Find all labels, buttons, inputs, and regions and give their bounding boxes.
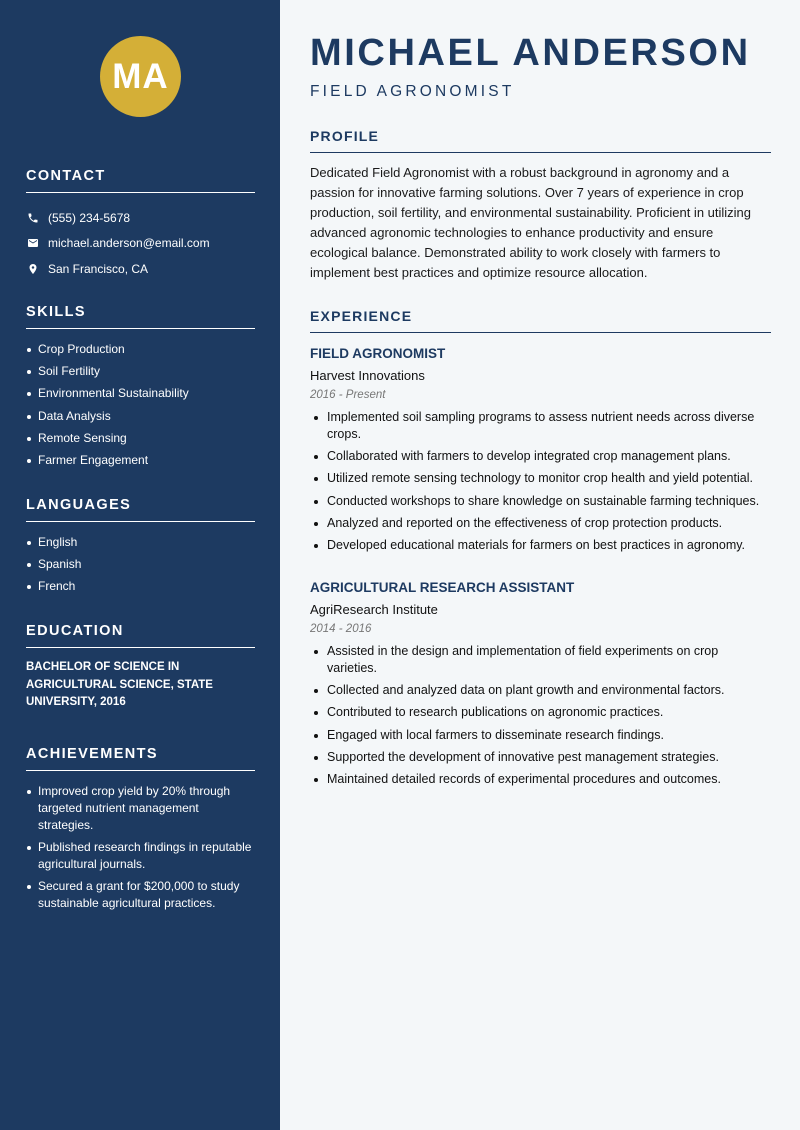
- achievements-list: [26, 783, 255, 912]
- languages-heading: LANGUAGES: [26, 497, 255, 522]
- list-item: Data Analysis: [26, 408, 255, 425]
- job-dates: 2016 - Present: [310, 389, 386, 401]
- job-entry: [310, 580, 771, 793]
- list-item: French: [26, 578, 255, 595]
- contact-phone: [26, 205, 255, 231]
- list-item: Conducted workshops to share knowledge on sustainable farming techniques.: [310, 493, 771, 510]
- experience-heading: EXPERIENCE: [310, 308, 771, 333]
- skills-section: [26, 304, 255, 474]
- job-title: AGRICULTURAL RESEARCH ASSISTANT: [310, 580, 575, 595]
- skills-heading: SKILLS: [26, 304, 255, 329]
- contact-section: [26, 168, 255, 282]
- education-heading: EDUCATION: [26, 623, 255, 648]
- email-icon: [26, 237, 39, 250]
- achievements-heading: ACHIEVEMENTS: [26, 746, 255, 771]
- education-entry: BACHELOR OF SCIENCE IN AGRICULTURAL SCIENCE, STATE UNIVERSITY, 2016: [26, 661, 213, 708]
- phone-icon: [26, 211, 39, 224]
- profile-heading: PROFILE: [310, 128, 771, 153]
- list-item: Utilized remote sensing technology to monitor crop health and yield potential.: [310, 470, 771, 487]
- list-item: Maintained detailed records of experimental procedures and outcomes.: [310, 771, 771, 788]
- job-company: Harvest Innovations: [310, 368, 425, 383]
- list-item: Published research findings in reputable agricultural journals.: [26, 839, 255, 873]
- location-text: San Francisco, CA: [48, 261, 149, 276]
- education-section: [26, 623, 255, 712]
- list-item: Engaged with local farmers to disseminate research findings.: [310, 727, 771, 744]
- list-item: Crop Production: [26, 341, 255, 358]
- list-item: Soil Fertility: [26, 363, 255, 380]
- list-item: Supported the development of innovative pest management strategies.: [310, 749, 771, 766]
- list-item: Collaborated with farmers to develop integrated crop management plans.: [310, 448, 771, 465]
- list-item: Secured a grant for $200,000 to study sustainable agricultural practices.: [26, 878, 255, 912]
- languages-list: [26, 534, 255, 595]
- job-dates: 2014 - 2016: [310, 623, 372, 635]
- list-item: Analyzed and reported on the effectiveness of crop protection products.: [310, 515, 771, 532]
- job-bullets: [310, 643, 771, 788]
- list-item: Improved crop yield by 20% through targeted nutrient management strategies.: [26, 783, 255, 834]
- list-item: Assisted in the design and implementation of field experiments on crop varieties.: [310, 643, 771, 677]
- skills-list: [26, 341, 255, 469]
- contact-location: [26, 256, 255, 282]
- profile-section: [310, 128, 771, 283]
- list-item: Environmental Sustainability: [26, 385, 255, 402]
- contact-email: [26, 231, 255, 257]
- job-title: FIELD AGRONOMIST: [310, 346, 446, 361]
- email-text: michael.anderson@email.com: [48, 236, 210, 251]
- job-entry: [310, 346, 771, 559]
- avatar: [100, 36, 181, 117]
- contact-list: [26, 205, 255, 282]
- achievements-section: [26, 746, 255, 918]
- languages-section: [26, 497, 255, 601]
- list-item: Spanish: [26, 556, 255, 573]
- job-company: AgriResearch Institute: [310, 602, 438, 617]
- list-item: Remote Sensing: [26, 430, 255, 447]
- candidate-name: MICHAEL ANDERSON: [310, 32, 751, 74]
- sidebar: [0, 0, 280, 1130]
- phone-text: (555) 234-5678: [48, 210, 131, 225]
- avatar-initials: MA: [112, 56, 169, 96]
- profile-text: Dedicated Field Agronomist with a robust background in agronomy and a passion for innovative farming solutions. Over 7 years of experience in crop production, soil fertility, and environmental sustainability. Proficient in utilizing advanced agronomic technologies to enhance productivity and ensure ecological balance. Demonstrated ability to work closely with farmers to implement best practices and optimize resource allocation.: [310, 165, 752, 280]
- contact-heading: CONTACT: [26, 168, 255, 193]
- candidate-role: FIELD AGRONOMIST: [310, 83, 515, 100]
- list-item: Collected and analyzed data on plant growth and environmental factors.: [310, 682, 771, 699]
- list-item: Contributed to research publications on agronomic practices.: [310, 704, 771, 721]
- list-item: Farmer Engagement: [26, 452, 255, 469]
- experience-section: [310, 308, 771, 333]
- list-item: Implemented soil sampling programs to assess nutrient needs across diverse crops.: [310, 409, 771, 443]
- job-bullets: [310, 409, 771, 554]
- location-pin-icon: [26, 262, 39, 275]
- list-item: English: [26, 534, 255, 551]
- list-item: Developed educational materials for farmers on best practices in agronomy.: [310, 537, 771, 554]
